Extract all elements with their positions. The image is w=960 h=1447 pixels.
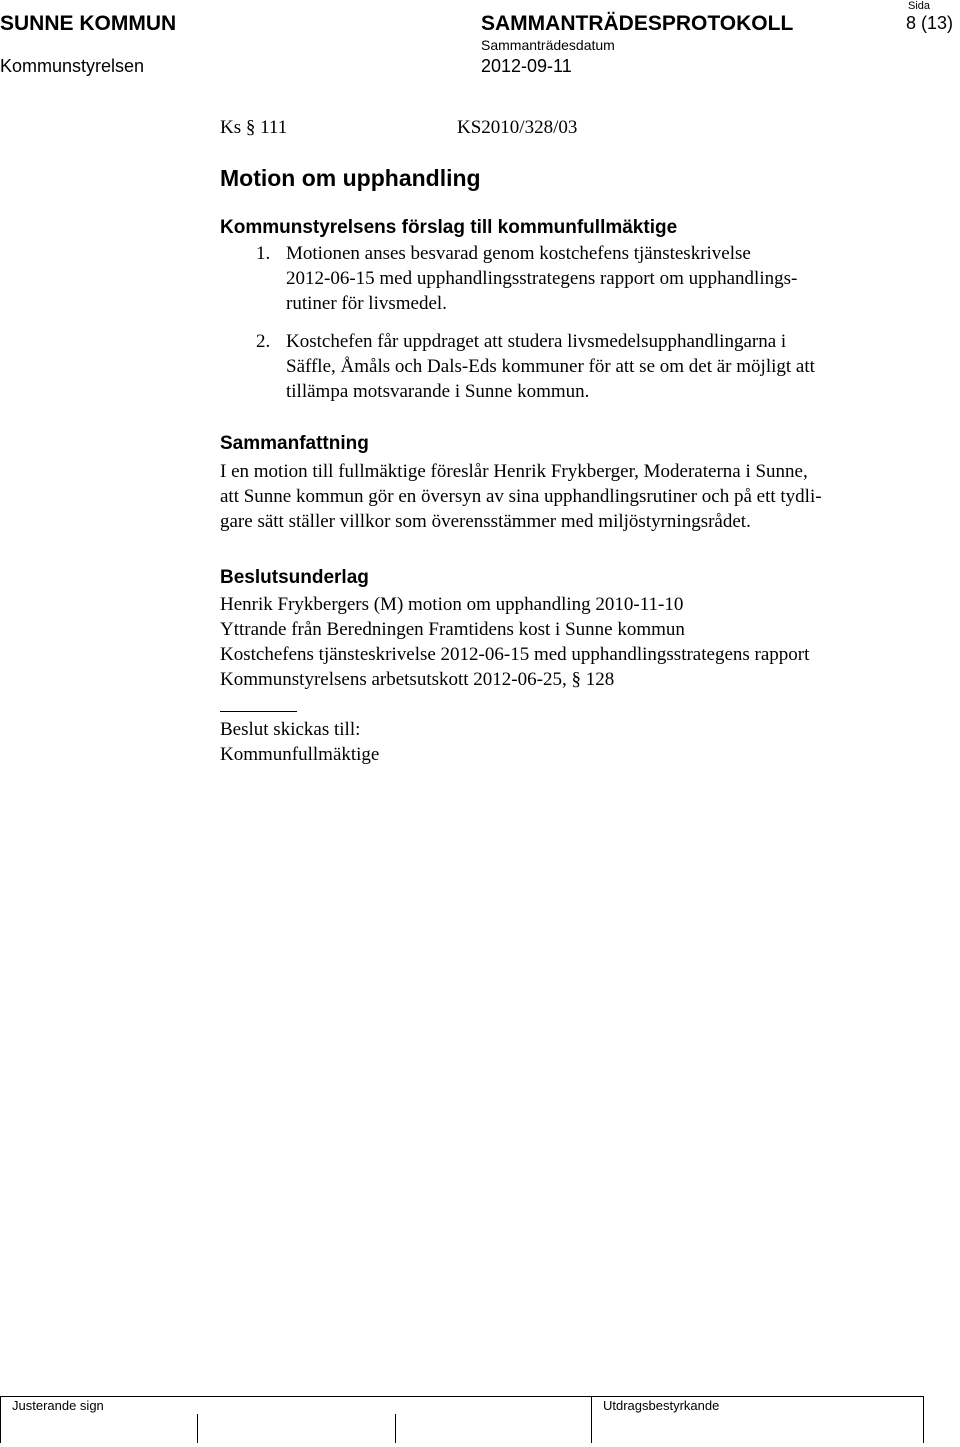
basis-heading: Beslutsunderlag xyxy=(220,567,369,588)
distribution-label: Beslut skickas till: xyxy=(220,719,361,740)
proposal-heading: Kommunstyrelsens förslag till kommunfullmäktige xyxy=(220,217,678,238)
case-number: Ks § 111 xyxy=(220,117,288,138)
proposal-item-line: Motionen anses besvarad genom kostchefens tjänsteskrivelse xyxy=(286,243,751,264)
basis-line: Yttrande från Beredningen Framtidens kost i Sunne kommun xyxy=(220,619,685,640)
signature-box-divider xyxy=(197,1414,198,1443)
proposal-item-number: 1. xyxy=(256,243,271,264)
proposal-list xyxy=(220,241,910,404)
page-number: 8 (13) xyxy=(906,13,954,33)
proposal-item xyxy=(220,241,910,316)
signature-footer xyxy=(0,1396,924,1444)
basis-line: Henrik Frykbergers (M) motion om upphandling 2010-11-10 xyxy=(220,594,684,615)
summary-line: att Sunne kommun gör en översyn av sina upphandlingsrutiner och på ett tydli- xyxy=(220,486,822,507)
summary-heading: Sammanfattning xyxy=(220,433,369,454)
basis-line: Kostchefens tjänsteskrivelse 2012-06-15 med upphandlingsstrategens rapport xyxy=(220,644,810,665)
proposal-item-line: Kostchefen får uppdraget att studera livsmedelsupphandlingarna i xyxy=(286,331,787,352)
proposal-item-line: Säffle, Åmåls och Dals-Eds kommuner för att se om det är möjligt att xyxy=(286,356,815,377)
proposal-item-line: tillämpa motsvarande i Sunne kommun. xyxy=(286,381,590,402)
distribution xyxy=(220,717,910,767)
page-label: Sida xyxy=(908,0,931,12)
meeting-date: 2012-09-11 xyxy=(481,56,572,76)
proposal-item-number: 2. xyxy=(256,331,271,352)
proposal-item-line: 2012-06-15 med upphandlingsstrategens rapport om upphandlings- xyxy=(286,268,798,289)
proposal-item xyxy=(220,329,910,404)
basis-list xyxy=(220,592,910,692)
utdragsbestyrkande-label: Utdragsbestyrkande xyxy=(603,1398,720,1413)
distribution-recipient: Kommunfullmäktige xyxy=(220,744,380,765)
basis-line: Kommunstyrelsens arbetsutskott 2012-06-25, § 128 xyxy=(220,669,615,690)
proposal-item-line: rutiner för livsmedel. xyxy=(286,293,447,314)
summary-line: gare sätt ställer villkor som överensstämmer med miljöstyrningsrådet. xyxy=(220,511,751,532)
signature-box-divider xyxy=(395,1414,396,1443)
municipality-name: SUNNE KOMMUN xyxy=(0,12,177,35)
case-title: Motion om upphandling xyxy=(220,165,481,191)
document-type: SAMMANTRÄDESPROTOKOLL xyxy=(481,12,794,35)
footer-border xyxy=(0,1396,924,1397)
meeting-date-label: Sammanträdesdatum xyxy=(481,37,615,53)
committee-name: Kommunstyrelsen xyxy=(0,56,145,76)
separator-rule xyxy=(220,711,297,712)
summary-text xyxy=(220,459,910,534)
summary-line: I en motion till fullmäktige föreslår Henrik Frykberger, Moderaterna i Sunne, xyxy=(220,461,808,482)
footer-divider xyxy=(0,1396,1,1443)
justerande-sign-label: Justerande sign xyxy=(12,1398,104,1413)
footer-divider xyxy=(591,1396,592,1443)
diarie-number: KS2010/328/03 xyxy=(457,117,578,138)
footer-divider xyxy=(923,1396,924,1443)
